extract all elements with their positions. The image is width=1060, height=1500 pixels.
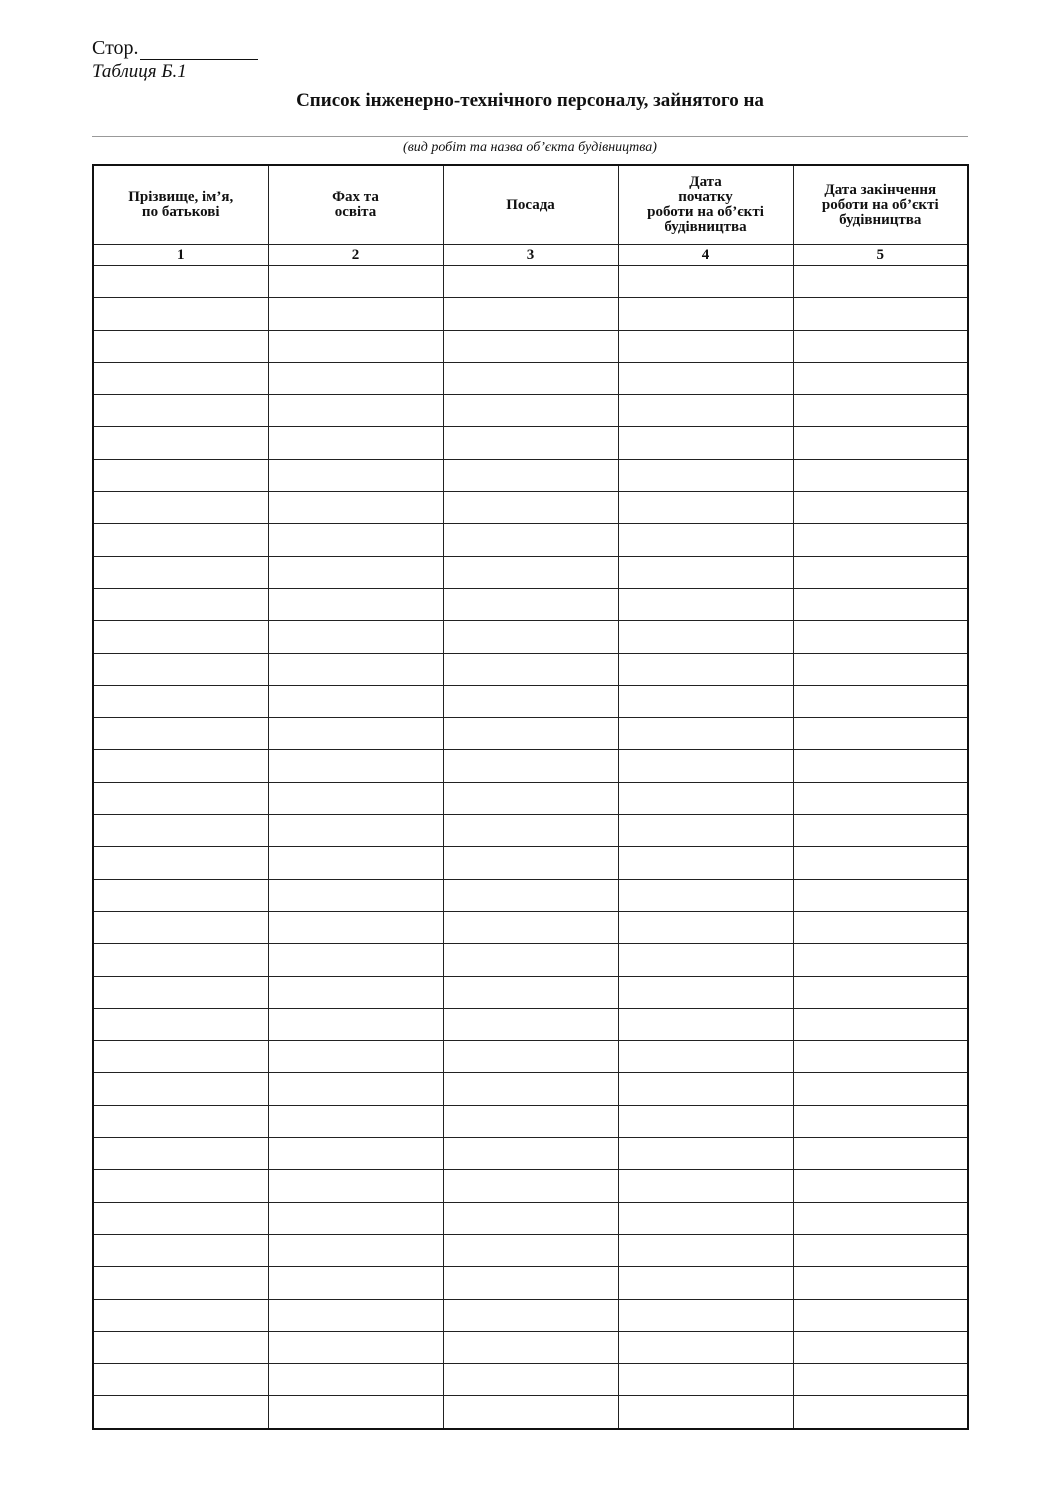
table-row xyxy=(93,1202,968,1234)
table-cell[interactable] xyxy=(93,782,268,814)
table-row xyxy=(93,556,968,588)
table-cell[interactable] xyxy=(618,1073,793,1105)
table-cell[interactable] xyxy=(93,427,268,459)
table-cell[interactable] xyxy=(793,750,968,782)
table-cell[interactable] xyxy=(793,976,968,1008)
table-cell[interactable] xyxy=(793,556,968,588)
table-cell[interactable] xyxy=(618,750,793,782)
table-row xyxy=(93,1299,968,1331)
table-cell[interactable] xyxy=(443,1267,618,1299)
table-row xyxy=(93,944,968,976)
table-cell[interactable] xyxy=(93,330,268,362)
work-object-fill-line[interactable] xyxy=(92,136,968,137)
table-cell[interactable] xyxy=(443,1008,618,1040)
table-cell[interactable] xyxy=(443,492,618,524)
table-cell[interactable] xyxy=(793,815,968,847)
table-cell[interactable] xyxy=(443,653,618,685)
table-cell[interactable] xyxy=(443,459,618,491)
table-cell[interactable] xyxy=(793,362,968,394)
table-cell[interactable] xyxy=(793,427,968,459)
table-cell[interactable] xyxy=(793,395,968,427)
table-row xyxy=(93,1138,968,1170)
table-cell[interactable] xyxy=(793,459,968,491)
table-cell[interactable] xyxy=(618,653,793,685)
table-cell[interactable] xyxy=(443,750,618,782)
table-cell[interactable] xyxy=(793,1105,968,1137)
table-cell[interactable] xyxy=(268,298,443,330)
table-cell[interactable] xyxy=(268,427,443,459)
table-cell[interactable] xyxy=(618,298,793,330)
table-cell[interactable] xyxy=(93,1073,268,1105)
table-cell[interactable] xyxy=(618,1267,793,1299)
table-cell[interactable] xyxy=(443,1299,618,1331)
table-cell[interactable] xyxy=(793,1202,968,1234)
table-cell[interactable] xyxy=(443,879,618,911)
table-cell[interactable] xyxy=(93,266,268,298)
table-cell[interactable] xyxy=(618,976,793,1008)
column-number: 3 xyxy=(443,245,618,266)
table-cell[interactable] xyxy=(268,1299,443,1331)
table-cell[interactable] xyxy=(443,782,618,814)
table-cell[interactable] xyxy=(93,395,268,427)
table-row xyxy=(93,298,968,330)
table-cell[interactable] xyxy=(268,782,443,814)
table-cell[interactable] xyxy=(93,653,268,685)
table-cell[interactable] xyxy=(618,1396,793,1429)
table-cell[interactable] xyxy=(443,718,618,750)
table-cell[interactable] xyxy=(93,1202,268,1234)
table-row xyxy=(93,1396,968,1429)
table-cell[interactable] xyxy=(268,976,443,1008)
table-cell[interactable] xyxy=(268,362,443,394)
table-cell[interactable] xyxy=(93,1234,268,1266)
table-row xyxy=(93,718,968,750)
table-cell[interactable] xyxy=(443,944,618,976)
table-row xyxy=(93,1170,968,1202)
table-cell[interactable] xyxy=(93,492,268,524)
table-cell[interactable] xyxy=(443,362,618,394)
table-cell[interactable] xyxy=(793,1396,968,1429)
table-row xyxy=(93,879,968,911)
column-number: 4 xyxy=(618,245,793,266)
table-cell[interactable] xyxy=(793,1299,968,1331)
table-cell[interactable] xyxy=(268,459,443,491)
table-cell[interactable] xyxy=(268,1008,443,1040)
table-cell[interactable] xyxy=(268,1267,443,1299)
document-title: Список інженерно-технічного персоналу, зайнятого на xyxy=(296,90,764,111)
table-cell[interactable] xyxy=(618,1170,793,1202)
table-cell[interactable] xyxy=(793,621,968,653)
table-cell[interactable] xyxy=(618,266,793,298)
table-cell[interactable] xyxy=(93,815,268,847)
table-cell[interactable] xyxy=(443,1073,618,1105)
table-cell[interactable] xyxy=(443,556,618,588)
staff-table xyxy=(92,164,969,1430)
table-cell[interactable] xyxy=(618,879,793,911)
table-cell[interactable] xyxy=(443,1331,618,1363)
table-cell[interactable] xyxy=(793,1041,968,1073)
table-cell[interactable] xyxy=(93,1008,268,1040)
table-cell[interactable] xyxy=(618,1008,793,1040)
table-cell[interactable] xyxy=(268,685,443,717)
table-cell[interactable] xyxy=(93,556,268,588)
table-cell[interactable] xyxy=(793,588,968,620)
table-cell[interactable] xyxy=(618,1138,793,1170)
table-row xyxy=(93,621,968,653)
table-cell[interactable] xyxy=(268,330,443,362)
table-cell[interactable] xyxy=(793,685,968,717)
header-position: Посада xyxy=(443,165,618,245)
work-object-caption: (вид робіт та назва об’єкта будівництва) xyxy=(403,140,657,155)
table-cell[interactable] xyxy=(793,847,968,879)
table-cell[interactable] xyxy=(93,976,268,1008)
table-cell[interactable] xyxy=(793,492,968,524)
table-cell[interactable] xyxy=(93,847,268,879)
table-row xyxy=(93,1041,968,1073)
table-cell[interactable] xyxy=(443,621,618,653)
table-cell[interactable] xyxy=(268,1170,443,1202)
table-cell[interactable] xyxy=(793,1073,968,1105)
table-row xyxy=(93,847,968,879)
table-cell[interactable] xyxy=(93,685,268,717)
table-row xyxy=(93,815,968,847)
table-cell[interactable] xyxy=(618,524,793,556)
table-cell[interactable] xyxy=(268,1364,443,1396)
table-cell[interactable] xyxy=(793,330,968,362)
table-cell[interactable] xyxy=(268,1202,443,1234)
table-cell[interactable] xyxy=(93,1170,268,1202)
table-cell[interactable] xyxy=(93,1041,268,1073)
table-cell[interactable] xyxy=(93,750,268,782)
table-row xyxy=(93,395,968,427)
table-cell[interactable] xyxy=(793,879,968,911)
table-cell[interactable] xyxy=(618,427,793,459)
table-cell[interactable] xyxy=(793,1234,968,1266)
table-row xyxy=(93,653,968,685)
table-cell[interactable] xyxy=(618,588,793,620)
table-cell[interactable] xyxy=(618,1331,793,1363)
table-row xyxy=(93,782,968,814)
table-cell[interactable] xyxy=(268,492,443,524)
table-row xyxy=(93,330,968,362)
column-number: 5 xyxy=(793,245,968,266)
table-cell[interactable] xyxy=(618,1364,793,1396)
table-cell[interactable] xyxy=(793,524,968,556)
table-cell[interactable] xyxy=(443,1138,618,1170)
table-cell[interactable] xyxy=(268,879,443,911)
header-end-date: Дата закінчення роботи на об’єкті будівництва xyxy=(793,165,968,245)
table-cell[interactable] xyxy=(268,588,443,620)
table-cell[interactable] xyxy=(793,1267,968,1299)
table-cell[interactable] xyxy=(93,621,268,653)
table-row xyxy=(93,459,968,491)
table-cell[interactable] xyxy=(443,1170,618,1202)
table-cell[interactable] xyxy=(268,1105,443,1137)
table-cell[interactable] xyxy=(793,1364,968,1396)
page-number-text: Стор. xyxy=(92,37,139,59)
table-cell[interactable] xyxy=(618,944,793,976)
table-cell[interactable] xyxy=(793,1170,968,1202)
table-cell[interactable] xyxy=(793,782,968,814)
table-cell[interactable] xyxy=(618,782,793,814)
table-row xyxy=(93,1364,968,1396)
table-cell[interactable] xyxy=(618,459,793,491)
header-profession-education: Фах та освіта xyxy=(268,165,443,245)
table-cell[interactable] xyxy=(268,847,443,879)
table-cell[interactable] xyxy=(93,1364,268,1396)
table-cell[interactable] xyxy=(793,1138,968,1170)
table-cell[interactable] xyxy=(268,621,443,653)
table-cell[interactable] xyxy=(93,879,268,911)
table-row xyxy=(93,362,968,394)
table-cell[interactable] xyxy=(443,266,618,298)
table-cell[interactable] xyxy=(618,330,793,362)
table-cell[interactable] xyxy=(443,427,618,459)
table-number: Таблиця Б.1 xyxy=(92,61,187,82)
table-row xyxy=(93,1073,968,1105)
table-cell[interactable] xyxy=(443,685,618,717)
table-cell[interactable] xyxy=(93,459,268,491)
table-cell[interactable] xyxy=(443,588,618,620)
table-cell[interactable] xyxy=(268,1331,443,1363)
table-cell[interactable] xyxy=(268,1396,443,1429)
table-cell[interactable] xyxy=(93,524,268,556)
table-cell[interactable] xyxy=(268,1234,443,1266)
table-cell[interactable] xyxy=(268,395,443,427)
table-cell[interactable] xyxy=(618,1041,793,1073)
table-row xyxy=(93,1008,968,1040)
table-cell[interactable] xyxy=(793,653,968,685)
table-row xyxy=(93,1105,968,1137)
table-cell[interactable] xyxy=(93,1267,268,1299)
table-cell[interactable] xyxy=(443,815,618,847)
table-cell[interactable] xyxy=(618,395,793,427)
column-number: 2 xyxy=(268,245,443,266)
table-cell[interactable] xyxy=(93,718,268,750)
table-cell[interactable] xyxy=(618,911,793,943)
table-cell[interactable] xyxy=(93,1138,268,1170)
table-cell[interactable] xyxy=(93,1396,268,1429)
table-cell[interactable] xyxy=(93,298,268,330)
table-cell[interactable] xyxy=(618,621,793,653)
table-cell[interactable] xyxy=(443,1105,618,1137)
table-cell[interactable] xyxy=(268,1138,443,1170)
table-row xyxy=(93,976,968,1008)
table-cell[interactable] xyxy=(93,1331,268,1363)
table-row xyxy=(93,524,968,556)
table-cell[interactable] xyxy=(443,976,618,1008)
table-cell[interactable] xyxy=(268,653,443,685)
table-cell[interactable] xyxy=(793,298,968,330)
table-cell[interactable] xyxy=(793,1331,968,1363)
table-cell[interactable] xyxy=(443,847,618,879)
table-row xyxy=(93,427,968,459)
table-row xyxy=(93,685,968,717)
table-row xyxy=(93,266,968,298)
table-row xyxy=(93,750,968,782)
table-cell[interactable] xyxy=(618,1202,793,1234)
table-cell[interactable] xyxy=(443,1234,618,1266)
table-cell[interactable] xyxy=(268,1073,443,1105)
table-cell[interactable] xyxy=(793,944,968,976)
table-cell[interactable] xyxy=(268,1041,443,1073)
table-row xyxy=(93,1331,968,1363)
table-cell[interactable] xyxy=(93,1105,268,1137)
column-number-row xyxy=(93,245,968,266)
page-number-label xyxy=(92,36,258,60)
table-cell[interactable] xyxy=(618,492,793,524)
table-row xyxy=(93,1267,968,1299)
table-cell[interactable] xyxy=(618,1234,793,1266)
table-cell[interactable] xyxy=(93,362,268,394)
table-cell[interactable] xyxy=(443,911,618,943)
table-cell[interactable] xyxy=(443,330,618,362)
table-cell[interactable] xyxy=(268,718,443,750)
table-cell[interactable] xyxy=(268,556,443,588)
table-cell[interactable] xyxy=(618,718,793,750)
page-number-blank[interactable] xyxy=(140,41,258,60)
table-row xyxy=(93,911,968,943)
table-row xyxy=(93,588,968,620)
table-cell[interactable] xyxy=(443,1396,618,1429)
table-cell[interactable] xyxy=(443,395,618,427)
table-cell[interactable] xyxy=(793,1008,968,1040)
table-cell[interactable] xyxy=(618,1299,793,1331)
table-cell[interactable] xyxy=(618,847,793,879)
table-cell[interactable] xyxy=(443,1364,618,1396)
table-cell[interactable] xyxy=(443,1041,618,1073)
table-cell[interactable] xyxy=(793,266,968,298)
table-cell[interactable] xyxy=(268,944,443,976)
header-full-name: Прізвище, ім’я, по батькові xyxy=(93,165,268,245)
table-cell[interactable] xyxy=(268,750,443,782)
table-cell[interactable] xyxy=(93,1299,268,1331)
table-cell[interactable] xyxy=(618,362,793,394)
header-start-date: Дата початку роботи на об’єкті будівництва xyxy=(618,165,793,245)
table-cell[interactable] xyxy=(618,556,793,588)
table-cell[interactable] xyxy=(268,815,443,847)
table-cell[interactable] xyxy=(93,588,268,620)
column-number: 1 xyxy=(93,245,268,266)
table-cell[interactable] xyxy=(268,266,443,298)
table-cell[interactable] xyxy=(93,944,268,976)
table-header-row xyxy=(93,165,968,245)
table-cell[interactable] xyxy=(93,911,268,943)
table-cell[interactable] xyxy=(793,718,968,750)
table-cell[interactable] xyxy=(268,524,443,556)
table-row xyxy=(93,1234,968,1266)
table-row xyxy=(93,492,968,524)
table-cell[interactable] xyxy=(443,1202,618,1234)
table-cell[interactable] xyxy=(793,911,968,943)
table-cell[interactable] xyxy=(618,815,793,847)
table-cell[interactable] xyxy=(443,298,618,330)
table-cell[interactable] xyxy=(268,911,443,943)
table-cell[interactable] xyxy=(443,524,618,556)
table-cell[interactable] xyxy=(618,685,793,717)
table-cell[interactable] xyxy=(618,1105,793,1137)
